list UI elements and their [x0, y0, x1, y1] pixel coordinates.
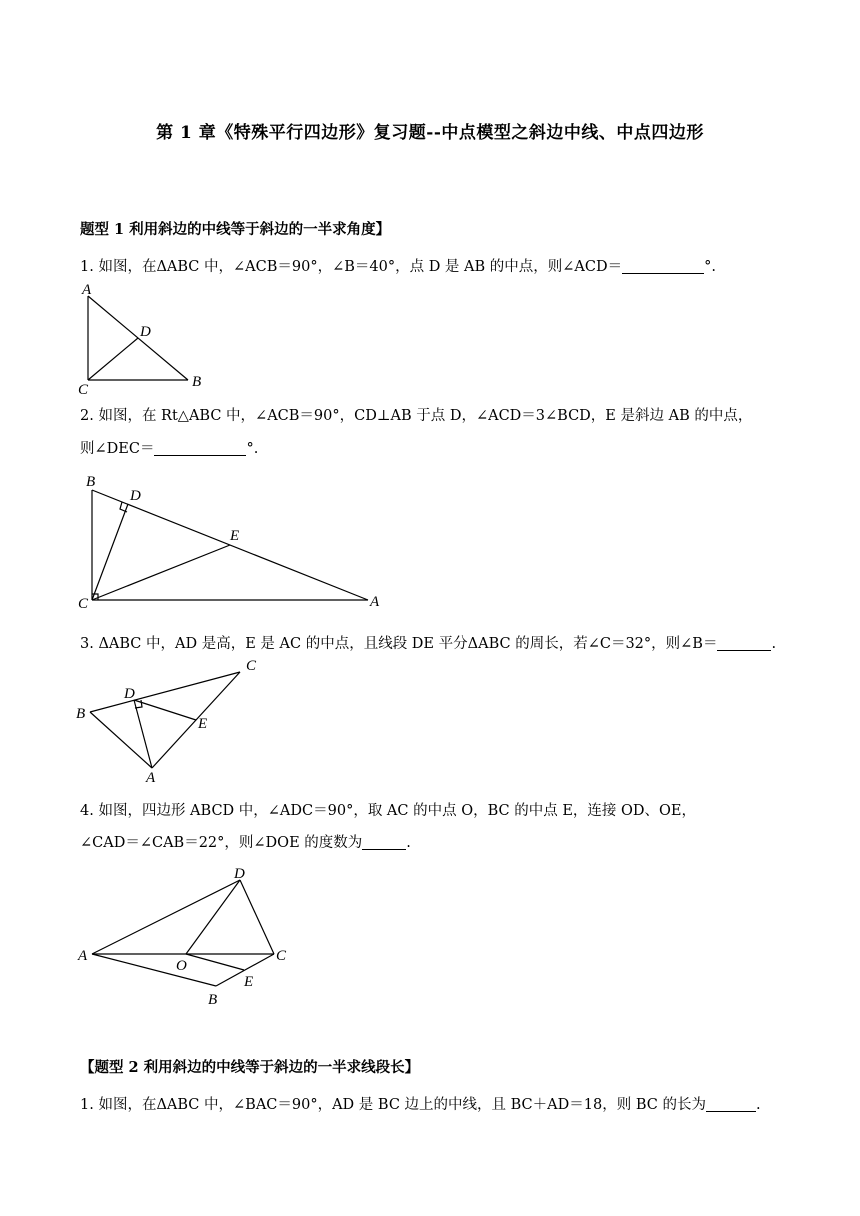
fig4-label-A: A [78, 948, 88, 964]
question-2-line-2 [80, 438, 258, 460]
figure-4 [76, 860, 306, 1010]
fig4-label-D: D [234, 866, 245, 882]
fig4-label-O: O [176, 958, 187, 974]
question-1-tail: °. [704, 259, 716, 275]
section-heading-1: 题型 1 利用斜边的中线等于斜边的一半求角度】 [80, 221, 391, 238]
fig1-label-C: C [78, 382, 89, 398]
fig2-label-C: C [78, 596, 89, 612]
figure-3 [74, 658, 264, 788]
fig3-label-B: B [76, 706, 86, 722]
figure-1-lines [88, 296, 188, 380]
section-heading-2: 【题型 2 利用斜边的中线等于斜边的一半求线段长】 [80, 1059, 420, 1076]
answer-blank-5 [706, 1097, 756, 1112]
fig2-label-D: D [130, 488, 141, 504]
figure-3-lines [90, 672, 240, 768]
question-2-line-1: 2. 如图，在 Rt△ABC 中，∠ACB＝90°，CD⊥AB 于点 D，∠ACD＝3∠BCD，E 是斜边 AB 的中点， [80, 408, 753, 424]
question-5 [80, 1094, 761, 1116]
fig4-label-E: E [244, 974, 254, 990]
question-2-tail: °. [246, 441, 259, 457]
question-5-tail: . [755, 1097, 761, 1113]
question-1-text: 1. 如图，在ΔABC 中，∠ACB＝90°，∠B＝40°，点 D 是 AB 的中点，则∠ACD＝ [80, 259, 623, 275]
question-2-text: 则∠DEC＝ [80, 441, 155, 457]
fig2-label-A: A [370, 594, 380, 610]
fig2-label-E: E [230, 528, 240, 544]
answer-blank-3 [717, 636, 771, 651]
answer-blank-2 [154, 441, 246, 456]
answer-blank-1 [622, 259, 704, 274]
fig2-label-B: B [86, 474, 96, 490]
question-5-text: 1. 如图，在ΔABC 中，∠BAC＝90°，AD 是 BC 边上的中线，且 BC＋AD＝18，则 BC 的长为 [80, 1097, 706, 1113]
fig1-label-B: B [192, 374, 202, 390]
fig3-label-E: E [198, 716, 208, 732]
fig3-label-C: C [246, 658, 257, 674]
fig4-label-B: B [208, 992, 218, 1008]
question-4-line-1: 4. 如图，四边形 ABCD 中，∠ADC＝90°，取 AC 的中点 O，BC 的中点 E，连接 OD、OE， [80, 803, 697, 819]
question-3 [80, 633, 776, 655]
figure-1 [76, 280, 216, 400]
page-title: 第 1 章《特殊平行四边形》复习题--中点模型之斜边中线、中点四边形 [156, 123, 704, 143]
question-4-text: ∠CAD＝∠CAB＝22°，则∠DOE 的度数为 [80, 835, 363, 851]
question-3-tail: . [771, 636, 777, 652]
answer-blank-4 [362, 835, 406, 850]
figure-2-lines [92, 490, 368, 600]
fig3-label-A: A [146, 770, 156, 786]
question-3-text: 3. ΔABC 中，AD 是高，E 是 AC 的中点，且线段 DE 平分ΔABC 的周长，若∠C＝32°，则∠B＝ [80, 636, 718, 652]
question-4-tail: . [406, 835, 411, 851]
fig4-label-C: C [276, 948, 287, 964]
question-4-line-2 [80, 832, 411, 854]
figure-2 [76, 470, 396, 615]
fig1-label-A: A [82, 282, 92, 298]
question-1 [80, 256, 716, 278]
fig1-label-D: D [140, 324, 151, 340]
fig3-label-D: D [124, 686, 135, 702]
